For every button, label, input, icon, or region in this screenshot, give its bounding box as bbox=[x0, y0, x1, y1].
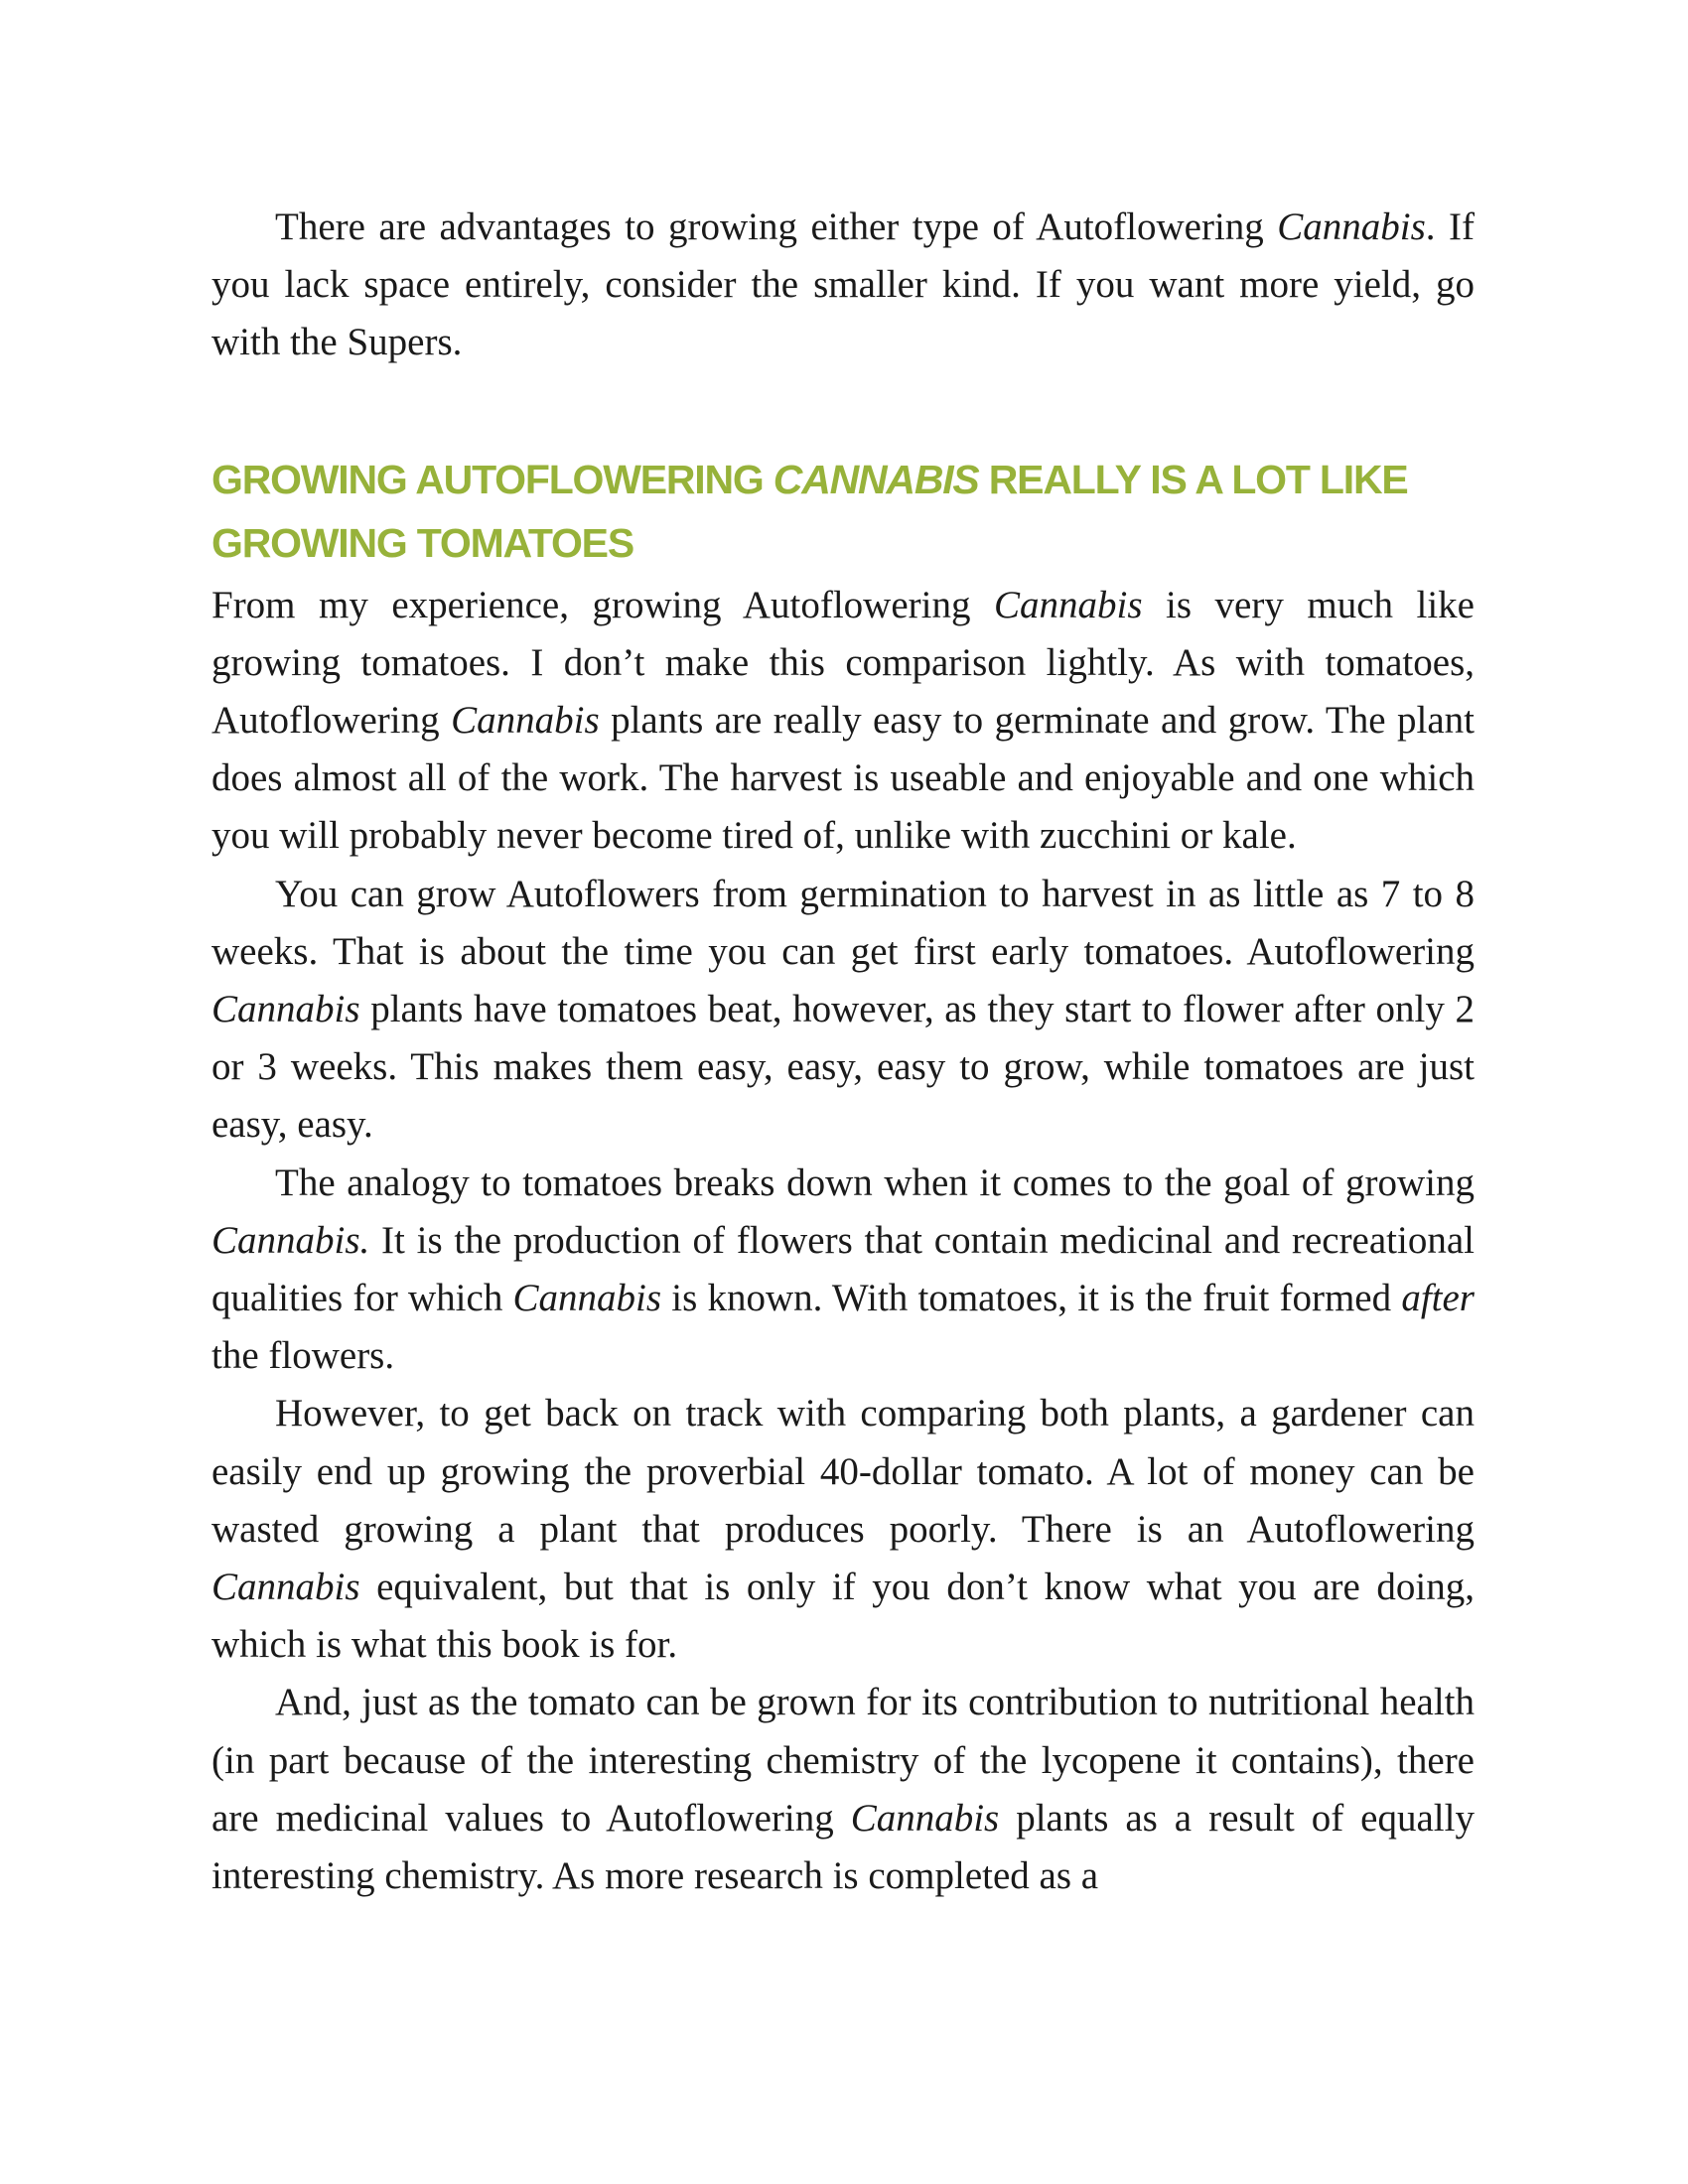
section-heading: GROWING AUTOFLOWERING CANNABIS REALLY IS A LOT LIKE GROWING TOMATOES bbox=[211, 456, 1408, 566]
document-page bbox=[211, 199, 1475, 1905]
body-paragraph-2: You can grow Autoflowers from germination to harvest in as little as 7 to 8 weeks. That is about the time you can get first early tomatoes. Autoflowering Cannabis plants have tomatoes beat, however, as they start to flower after only 2 or 3 weeks. This makes them easy, easy, easy to grow, while tomatoes are just easy, easy. bbox=[211, 872, 1475, 1147]
body-paragraph-5: And, just as the tomato can be grown for its contribution to nutritional health (in part because of the interesting chemistry of the lycopene it contains), there are medicinal values to Autoflowering Cannabis plants as a result of equally interesting chemistry. As more research is completed as a bbox=[211, 1681, 1475, 1898]
body-paragraph-1: From my experience, growing Autoflowering Cannabis is very much like growing tomatoes. I don’t make this comparison lightly. As with tomatoes, Autoflowering Cannabis plants are really easy to germinate and grow. The plant does almost all of the work. The harvest is useable and enjoyable and one which you will probably never become tired of, unlike with zucchini or kale. bbox=[211, 583, 1475, 858]
intro-paragraph: There are advantages to growing either type of Autoflowering Cannabis. If you lack space entirely, consider the smaller kind. If you want more yield, go with the Supers. bbox=[211, 205, 1475, 364]
body-paragraph-3: The analogy to tomatoes breaks down when it comes to the goal of growing Cannabis. It is the production of flowers that contain medicinal and recreational qualities for which Cannabis is known. With tomatoes, it is the fruit formed after the flowers. bbox=[211, 1160, 1475, 1378]
body-paragraph-4: However, to get back on track with comparing both plants, a gardener can easily end up growing the proverbial 40-dollar tomato. A lot of money can be wasted growing a plant that produces poorly. There is an Autoflowering Cannabis equivalent, but that is only if you don’t know what you are doing, which is what this book is for. bbox=[211, 1392, 1475, 1667]
